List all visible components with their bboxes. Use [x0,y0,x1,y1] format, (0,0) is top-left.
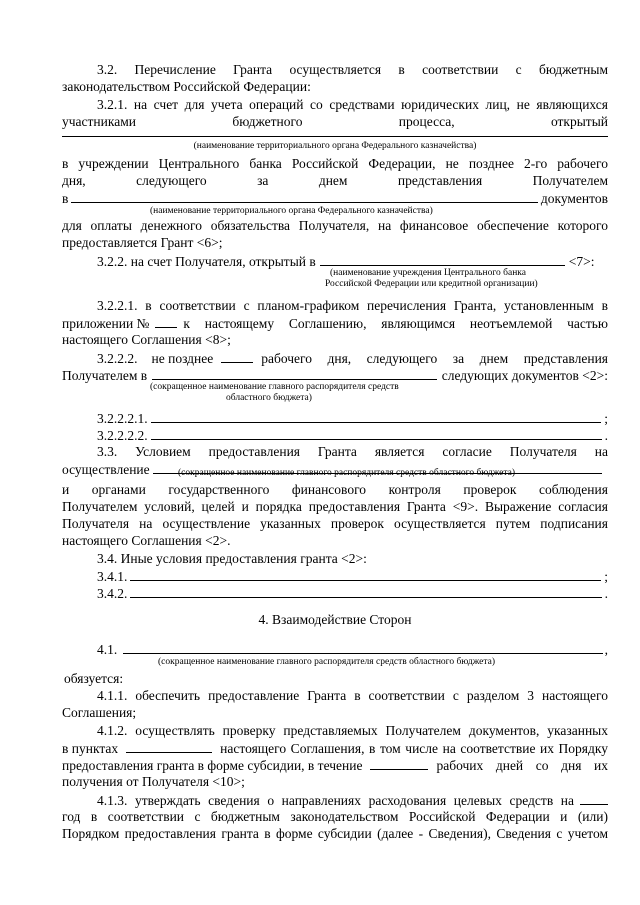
word: 4.1. [97,642,118,657]
word: предоставления гранта в форме субсидии, в течение [62,758,363,773]
text-line: настоящего Соглашения <2>. [62,533,231,548]
text-line [97,585,608,602]
word: в [62,191,69,206]
word: финансового [291,482,367,497]
word: процесса, [398,114,455,129]
word: предоставления [208,444,301,459]
word: и [62,482,70,497]
field-caption: (сокращенное наименование главного распорядителя средств областного бюджета) [178,468,516,478]
word: приложении № [62,316,150,331]
text-line: 3.2. Перечисление Гранта осуществляется в соответствии с бюджетным [97,62,608,77]
text-line: 3.2.2.1. в соответствии с планом-графиком перечисления Гранта, установленным в [97,298,608,313]
text-line: 4.1.2. осуществлять проверку представляемых Получателем документов, указанных [97,723,608,738]
blank-field[interactable] [370,757,428,770]
word: не позднее [151,351,214,366]
word: 3.2.2.2.1. [97,411,148,426]
word: , [604,642,608,657]
word: участниками [62,114,136,129]
blank-field[interactable] [155,315,177,328]
word: следующего [136,173,207,188]
word: документов [540,191,608,206]
blank-field[interactable] [126,740,212,753]
text-line: 3.2.1. на счет для учета операций со средствами юридических лиц, не являющихся [97,97,608,112]
blank-field[interactable] [152,367,437,380]
word: контроля [388,482,441,497]
word: дня, [62,173,86,188]
text-line [97,410,608,427]
text-line: Соглашения; [62,705,137,720]
text-line: Получателя на осуществление указанных проверок осуществляется путем подписания [62,516,608,531]
word: рабочего дня, следующего за днем представления [261,351,608,366]
text-line: настоящего Соглашения <8>; [62,332,231,347]
blank-field[interactable] [580,792,608,805]
word: органами [91,482,146,497]
text-line [97,427,608,444]
word: соблюдения [538,482,608,497]
word: в пунктах [62,741,119,756]
word: Гранта [317,444,357,459]
blank-field[interactable] [221,350,253,363]
text-line: 4.1.1. обеспечить предоставление Гранта в соответствии с разделом 3 настоящего [97,688,608,703]
text-line: предоставляется Грант <6>; [62,235,223,250]
word: проверок [463,482,517,497]
text-line: Получателем условий, целей и порядка предоставления Гранта <9>. Выражение согласия [62,499,608,514]
word: согласие [442,444,492,459]
text-line [97,444,608,460]
blank-line [62,136,608,137]
word: Получателя [509,444,577,459]
text-line: обязуется: [64,671,124,686]
text-line [62,114,608,130]
word: представления [397,173,483,188]
blank-field[interactable] [71,190,537,203]
word: . [604,586,608,601]
text-line [62,482,608,498]
word: является [374,444,425,459]
word: <7>: [568,254,595,269]
text-line [62,315,608,332]
field-caption: (наименование территориального органа Федерального казначейства) [150,206,433,216]
field-caption: (наименование учреждения Центрального банка [330,268,526,278]
word: 4.1.3. утверждать сведения о направлениях расходования целевых средств на [97,793,574,808]
text-line: год в соответствии с бюджетным законодательством Российской Федерации и (или) [62,809,608,824]
blank-field[interactable] [320,253,565,266]
section-heading: 4. Взаимодействие Сторон [258,612,412,627]
text-line [62,757,608,774]
blank-field[interactable] [151,427,602,440]
text-line: получения от Получателя <10>; [62,774,245,789]
text-line: законодательством Российской Федерации: [62,79,311,94]
word: за [257,173,269,188]
word: 3.2.2.2.2. [97,428,148,443]
blank-field[interactable] [151,410,602,423]
word: следующих документов <2>: [441,368,608,383]
word: открытый [550,114,608,129]
word: 3.4.2. [97,586,128,601]
field-caption: (сокращенное наименование главного распорядителя средств [150,382,399,392]
text-line [62,173,608,189]
text-line: Порядком предоставления гранта в форме субсидии (далее - Сведения), Сведения с учетом [62,826,608,841]
word: 3.2.2.2. [97,351,138,366]
word: на [594,444,608,459]
word: бюджетного [232,114,303,129]
field-caption: Российской Федерации или кредитной организации) [325,279,538,289]
word: днем [318,173,348,188]
word: осуществление [62,462,150,477]
word: Получателем [532,173,608,188]
text-line [97,792,608,809]
text-line [97,641,608,658]
word: настоящего Соглашения, в том числе на соответствие их Порядку [220,741,608,756]
field-caption: областного бюджета) [226,393,312,403]
word: к настоящему Соглашению, являющимся неотъемлемой частью [183,316,608,331]
field-caption: (наименование территориального органа Федерального казначейства) [193,141,477,151]
word: 3.4.1. [97,569,128,584]
text-line [62,740,608,757]
word: Получателем в [62,368,148,383]
word: Условием [135,444,191,459]
word: рабочих дней со дня их [436,758,608,773]
text-line [62,190,608,207]
word: . [604,428,608,443]
word: ; [604,569,608,584]
blank-field[interactable] [130,568,601,581]
text-line [97,350,608,367]
field-caption: (сокращенное наименование главного распорядителя средств областного бюджета) [158,657,496,667]
word: 3.3. [97,444,118,459]
word: ; [604,411,608,426]
word: государственного [168,482,270,497]
text-line: 3.4. Иные условия предоставления гранта <2>: [97,551,367,566]
word: 3.2.2. на счет Получателя, открытый в [97,254,316,269]
blank-field[interactable] [123,641,602,654]
blank-field[interactable] [130,585,601,598]
text-line: для оплаты денежного обязательства Получателя, на финансовое обеспечение которого [62,218,608,233]
text-line: в учреждении Центрального банка Российской Федерации, не позднее 2-го рабочего [62,156,608,171]
text-line [97,568,608,585]
